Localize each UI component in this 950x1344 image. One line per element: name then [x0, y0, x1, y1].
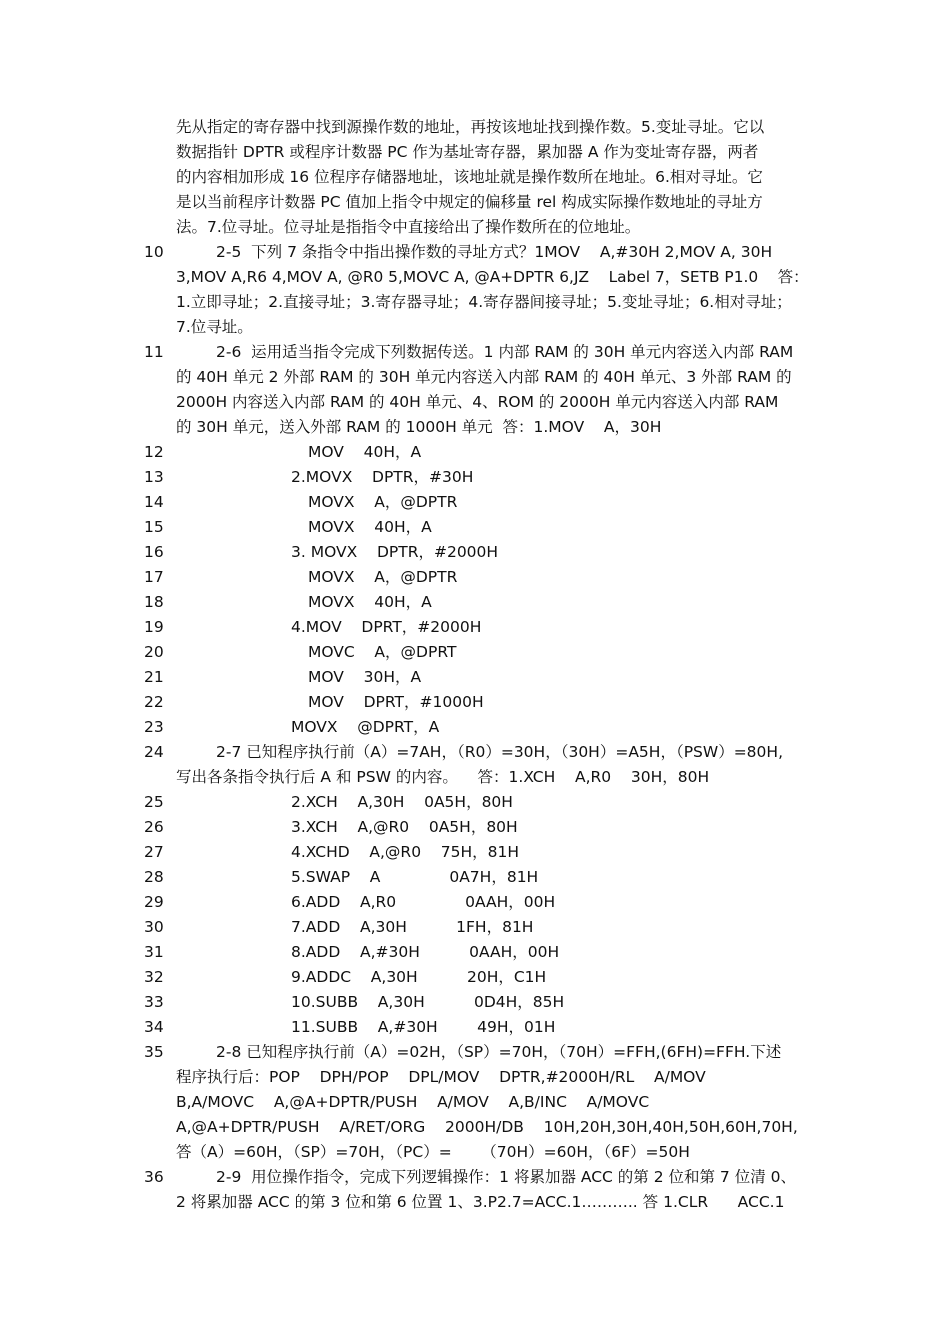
text-line — [0, 390, 950, 415]
line-number: 33 — [144, 993, 164, 1011]
line-number: 12 — [144, 443, 164, 461]
line-text: MOVX A，@DPTR — [308, 568, 458, 586]
text-line — [0, 690, 950, 715]
line-text: 答（A）=60H，（SP）=70H，（PC）= （70H）=60H，（6F）=50H — [176, 1143, 690, 1161]
line-number: 17 — [144, 568, 164, 586]
text-line — [0, 590, 950, 615]
text-line — [0, 665, 950, 690]
line-text: 4.MOV DPRT，#2000H — [291, 618, 482, 636]
line-text: 的 40H 单元 2 外部 RAM 的 30H 单元内容送入内部 RAM 的 40H 单元、3 外部 RAM 的 — [176, 368, 792, 386]
line-text: 2-8 已知程序执行前（A）=02H，（SP）=70H，（70H）=FFH,(6FH)=FFH.下述 — [216, 1043, 782, 1061]
text-line — [0, 865, 950, 890]
text-line — [0, 740, 950, 765]
text-line — [0, 515, 950, 540]
line-text: B,A/MOVC A,@A+DPTR/PUSH A/MOV A,B/INC A/MOVC — [176, 1093, 650, 1111]
text-line — [0, 490, 950, 515]
line-text: 2 将累加器 ACC 的第 3 位和第 6 位置 1、3.P2.7=ACC.1……….. 答 1.CLR ACC.1 — [176, 1193, 785, 1211]
line-number: 10 — [144, 243, 164, 261]
line-text: 数据指针 DPTR 或程序计数器 PC 作为基址寄存器，累加器 A 作为变址寄存器，两者 — [176, 143, 759, 161]
text-line — [0, 640, 950, 665]
text-line — [0, 365, 950, 390]
text-line — [0, 965, 950, 990]
line-text: 法。7.位寻址。位寻址是指指令中直接给出了操作数所在的位地址。 — [176, 218, 641, 236]
line-text: MOV DPRT，#1000H — [308, 693, 484, 711]
text-line — [0, 265, 950, 290]
line-text: 2.XCH A,30H 0A5H，80H — [291, 793, 513, 811]
text-line — [0, 1015, 950, 1040]
line-number: 19 — [144, 618, 164, 636]
line-text: 3,MOV A,R6 4,MOV A, @R0 5,MOVC A, @A+DPTR 6,JZ Label 7，SETB P1.0 答： — [176, 268, 809, 286]
text-line — [0, 890, 950, 915]
text-line — [0, 1190, 950, 1215]
text-line — [0, 115, 950, 140]
text-line — [0, 940, 950, 965]
line-number: 24 — [144, 743, 164, 761]
text-line — [0, 240, 950, 265]
text-line — [0, 465, 950, 490]
text-line — [0, 765, 950, 790]
line-number: 20 — [144, 643, 164, 661]
line-number: 35 — [144, 1043, 164, 1061]
line-number: 21 — [144, 668, 164, 686]
line-number: 34 — [144, 1018, 164, 1036]
text-line — [0, 565, 950, 590]
line-text: MOV 30H，A — [308, 668, 422, 686]
line-text: 5.SWAP A 0A7H，81H — [291, 868, 539, 886]
line-text: 6.ADD A,R0 0AAH，00H — [291, 893, 556, 911]
line-text: 2-7 已知程序执行前（A）=7AH，（R0）=30H，（30H）=A5H，（PSW）=80H, — [216, 743, 783, 761]
line-text: 9.ADDC A,30H 20H，C1H — [291, 968, 547, 986]
line-number: 23 — [144, 718, 164, 736]
text-line — [0, 915, 950, 940]
line-number: 30 — [144, 918, 164, 936]
text-line — [0, 215, 950, 240]
line-text: 3.XCH A,@R0 0A5H，80H — [291, 818, 518, 836]
line-text: 10.SUBB A,30H 0D4H，85H — [291, 993, 565, 1011]
line-text: A,@A+DPTR/PUSH A/RET/ORG 2000H/DB 10H,20H,30H,40H,50H,60H,70H, — [176, 1118, 798, 1136]
line-number: 18 — [144, 593, 164, 611]
text-line — [0, 190, 950, 215]
line-text: MOVC A，@DPRT — [308, 643, 457, 661]
text-line — [0, 415, 950, 440]
line-text: MOVX 40H，A — [308, 593, 432, 611]
text-line — [0, 165, 950, 190]
text-line — [0, 1140, 950, 1165]
line-text: 2.MOVX DPTR，#30H — [291, 468, 474, 486]
line-text: 写出各条指令执行后 A 和 PSW 的内容。 答：1.XCH A,R0 30H，80H — [176, 768, 710, 786]
text-line — [0, 990, 950, 1015]
line-text: MOVX 40H，A — [308, 518, 432, 536]
line-number: 15 — [144, 518, 164, 536]
line-number: 16 — [144, 543, 164, 561]
line-text: 的内容相加形成 16 位程序存储器地址，该地址就是操作数所在地址。6.相对寻址。它 — [176, 168, 763, 186]
text-line — [0, 1065, 950, 1090]
line-number: 26 — [144, 818, 164, 836]
line-text: 7.ADD A,30H 1FH，81H — [291, 918, 534, 936]
text-line — [0, 715, 950, 740]
line-number: 29 — [144, 893, 164, 911]
line-number: 32 — [144, 968, 164, 986]
line-text: 2-5 下列 7 条指令中指出操作数的寻址方式？1MOV A,#30H 2,MOV A, 30H — [216, 243, 773, 261]
text-line — [0, 815, 950, 840]
line-number: 13 — [144, 468, 164, 486]
text-line — [0, 140, 950, 165]
line-text: 程序执行后：POP DPH/POP DPL/MOV DPTR,#2000H/RL A/MOV — [176, 1068, 706, 1086]
line-number: 28 — [144, 868, 164, 886]
line-number: 27 — [144, 843, 164, 861]
text-line — [0, 1165, 950, 1190]
line-text: 先从指定的寄存器中找到源操作数的地址，再按该地址找到操作数。5.变址寻址。它以 — [176, 118, 765, 136]
text-line — [0, 340, 950, 365]
text-line — [0, 840, 950, 865]
text-line — [0, 290, 950, 315]
line-text: 2-6 运用适当指令完成下列数据传送。1 内部 RAM 的 30H 单元内容送入内部 RAM — [216, 343, 794, 361]
text-line — [0, 1040, 950, 1065]
line-number: 25 — [144, 793, 164, 811]
line-text: MOV 40H，A — [308, 443, 422, 461]
line-number: 22 — [144, 693, 164, 711]
line-text: MOVX @DPRT，A — [291, 718, 440, 736]
line-text: 的 30H 单元，送入外部 RAM 的 1000H 单元 答：1.MOV A，30H — [176, 418, 662, 436]
text-line — [0, 1115, 950, 1140]
text-line — [0, 440, 950, 465]
line-text: 2-9 用位操作指令，完成下列逻辑操作：1 将累加器 ACC 的第 2 位和第 7 位清 0、 — [216, 1168, 797, 1186]
text-line — [0, 315, 950, 340]
line-text: 2000H 内容送入内部 RAM 的 40H 单元、4、ROM 的 2000H 单元内容送入内部 RAM — [176, 393, 779, 411]
text-line — [0, 790, 950, 815]
text-line — [0, 615, 950, 640]
text-line — [0, 1090, 950, 1115]
line-text: 8.ADD A,#30H 0AAH，00H — [291, 943, 560, 961]
line-number: 36 — [144, 1168, 164, 1186]
line-text: 1.立即寻址；2.直接寻址；3.寄存器寻址；4.寄存器间接寻址；5.变址寻址；6.相对寻址； — [176, 293, 792, 311]
line-number: 11 — [144, 343, 164, 361]
text-line — [0, 540, 950, 565]
line-text: 3. MOVX DPTR，#2000H — [291, 543, 499, 561]
line-text: 11.SUBB A,#30H 49H，01H — [291, 1018, 556, 1036]
line-text: 是以当前程序计数器 PC 值加上指令中规定的偏移量 rel 构成实际操作数地址的寻址方 — [176, 193, 763, 211]
line-text: 7.位寻址。 — [176, 318, 253, 336]
line-text: 4.XCHD A,@R0 75H，81H — [291, 843, 520, 861]
line-text: MOVX A，@DPTR — [308, 493, 458, 511]
line-number: 14 — [144, 493, 164, 511]
line-number: 31 — [144, 943, 164, 961]
